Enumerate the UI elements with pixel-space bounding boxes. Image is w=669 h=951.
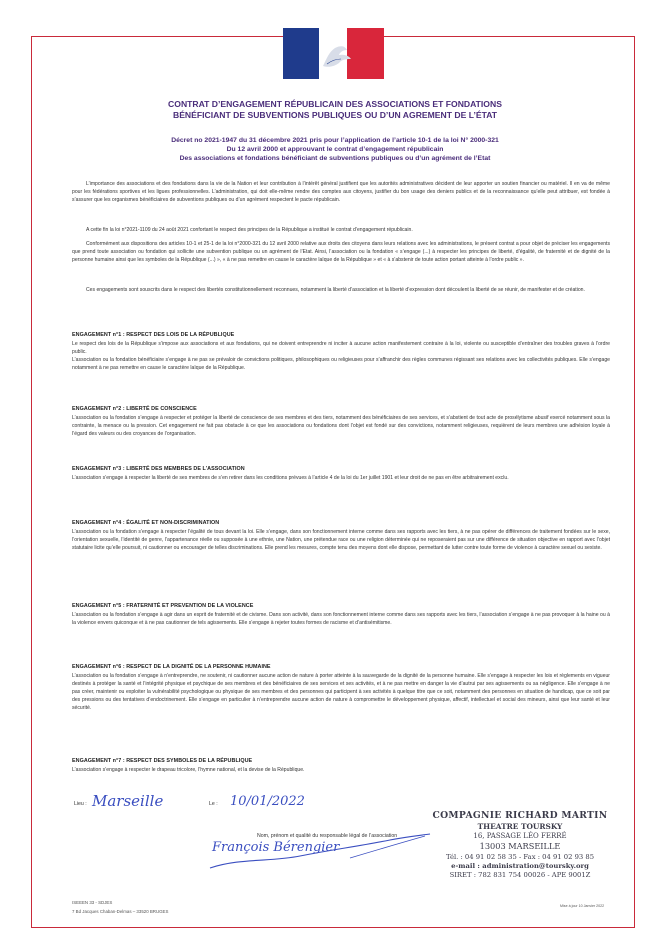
document-title-line2: BÉNÉFICIANT DE SUBVENTIONS PUBLIQUES OU D’UN AGREMENT DE L’ÉTAT [172,110,498,120]
republique-francaise-logo [283,28,384,79]
engagement-6-heading: ENGAGEMENT n°6 : RESPECT DE LA DIGNITÉ DE LA PERSONNE HUMAINE [72,664,271,670]
stamp-street: 16, PASSAGE LÉO FERRÉ [473,832,567,840]
engagement-1-body: Le respect des lois de la République s’impose aux associations et aux fondations, qui ne doivent entreprendre ni inciter à aucune action manifestement contraire à la loi, violente ou susceptible d’entraîner des troubles graves à l’ordre public. [72,341,610,355]
decree-line2: Du 12 avril 2000 et approuvant le contrat d’engagement républicain [226,146,444,153]
intro-paragraph-3: Conformément aux dispositions des articles 10-1 et 25-1 de la loi n°2000-321 du 12 avril 2000 relative aux droits des citoyens dans leurs relations avec les administrations, le présent contrat a pour objet de préciser les engagements que prend toute association ou fondation qui sollicite une subvention publique ou un agrément de l’Etat. Ainsi, l’association ou la fondation « s’engage (...) à respecter les principes de liberté, d’égalité, de fraternité et de dignité de la personne humaine ainsi que les symboles de la République (...) », « à ne pas remettre en cause le caractère laïque de la République » et « à s’abstenir de toute action portant atteinte à l’ordre public ». [72,241,610,263]
engagement-5-heading: ENGAGEMENT n°5 : FRATERNITÉ ET PREVENTION DE LA VIOLENCE [72,603,254,609]
decree-line3: Des associations et fondations bénéficiant de subventions publiques ou d’un agrément de l’Etat [179,155,491,162]
intro-paragraph-4: Ces engagements sont souscrits dans le respect des libertés constitutionnellement reconnues, notamment la liberté d’association et la liberté d’expression dont découlent la liberté de se réunir, de manifester et de création. [86,287,585,293]
update-note: Mise à jour 10 Janvier 2022 [560,904,605,908]
engagement-7-heading: ENGAGEMENT n°7 : RESPECT DES SYMBOLES DE LA RÉPUBLIQUE [72,758,253,764]
engagement-4-heading: ENGAGEMENT n°4 : ÉGALITÉ ET NON-DISCRIMINATION [72,520,220,526]
engagement-2-heading: ENGAGEMENT n°2 : LIBERTÉ DE CONSCIENCE [72,406,197,412]
engagement-7-body: L’association s’engage à respecter le drapeau tricolore, l’hymne national, et la devise de la République. [72,767,305,773]
responsible-label: Nom, prénom et qualité du responsable légal de l’association [257,833,398,839]
engagement-5-body: L’association ou la fondation s’engage à agir dans un esprit de fraternité et de civisme. Dans son activité, dans son fonctionnement interne comme dans ses rapports avec les tiers, l’association s’engage à ne pas provoquer à la haine ou à la violence envers quiconque et à ne pas cautionner de tels agissements. Elle s’engage à rejeter toutes formes de racisme et d’antisémitisme. [72,612,610,626]
engagement-2-body: L’association ou la fondation s’engage à respecter et protéger la liberté de conscience de ses membres et des tiers, notamment des bénéficiaires de ses services, et s’abstient de tout acte de prosélytisme abusif exercé notamment sous la contrainte, la menace ou la pression. Cet engagement ne fait pas obstacle à ce que les associations ou fondations dont l’objet est fondé sur des convictions, notamment religieuses, requièrent de leurs membres une adhésion loyale à l’égard des valeurs ou des croyances de l’organisation. [72,415,610,437]
engagement-1-body-2: L’association ou la fondation bénéficiaire s’engage à ne pas se prévaloir de convictions politiques, philosophiques ou religieuses pour s’affranchir des règles communes régissant ses relations avec les collectivités publiques. Elle s’engage notamment à ne pas remettre en cause le caractère laïque de la République. [72,357,610,371]
engagement-1-heading: ENGAGEMENT n°1 : RESPECT DES LOIS DE LA RÉPUBLIQUE [72,332,235,338]
stamp-email: e-mail : administration@toursky.org [451,862,589,870]
signature-scribble [200,828,440,878]
engagement-4-body: L’association ou la fondation s’engage à respecter l’égalité de tous devant la loi. Elle s’engage, dans son fonctionnement interne comme dans ses rapports avec les tiers, à ne pas opérer de différences de traitement fondées sur le sexe, l’orientation sexuelle, l’identité de genre, l’appartenance réelle ou supposée à une ethnie, une Nation, une prétendue race ou une religion déterminée qui ne reposeraient pas sur une différence de situation objective en rapport avec l’objet statutaire licite qu’elle poursuit, ni cautionner ou encourager de telles discriminations. Elle prend les mesures, compte tenu des moyens dont elle dispose, permettant de lutter contre toute forme de violence à caractère sexuel ou sexiste. [72,529,610,551]
stamp-siret: SIRET : 782 831 754 00026 - APE 9001Z [449,871,591,879]
stamp-phone: Tél. : 04 91 02 58 35 - Fax : 04 91 02 93 85 [445,853,595,861]
engagement-3-heading: ENGAGEMENT n°3 : LIBERTÉ DES MEMBRES DE L’ASSOCIATION [72,466,245,472]
date-label: Le : [209,801,218,807]
stamp-theatre-name: THEATRE TOURSKY [477,822,563,831]
engagement-6-body: L’association ou la fondation s’engage à n’entreprendre, ne soutenir, ni cautionner aucune action de nature à porter atteinte à la sauvegarde de la dignité de la personne humaine. Elle s’engage à respecter les lois et règlements en vigueur destinés à protéger la santé et l’intégrité physique et psychique de ses membres et des bénéficiaires de ses services et ses activités, et à ne pas mettre en danger la vie d’autrui par ses agissements ou sa négligence. Elle s’engage à ne pas créer, maintenir ou exploiter la vulnérabilité psychologique ou physique de ses membres et des personnes qui participent à ses activités à quelque titre que ce soit, notamment des personnes en situation de handicap, que ce soit par des pressions ou des tentatives d’endoctrinement. Elle s’engage en particulier à n’entreprendre aucune action de nature à compromettre le développement physique, affectif, intellectuel et social des mineurs, ainsi que leur santé et leur sécurité. [72,673,610,711]
intro-paragraph-2: A cette fin la loi n°2021-1109 du 24 août 2021 confortant le respect des principes de la République a institué le contrat d’engagement républicain. [86,227,413,233]
lieu-label: Lieu : [74,801,87,807]
lieu-handwritten: Marseille [92,792,164,810]
date-handwritten: 10/01/2022 [230,794,305,809]
document-title-line1: CONTRAT D’ENGAGEMENT RÉPUBLICAIN DES ASSOCIATIONS ET FONDATIONS [168,99,502,109]
engagement-3-body: L’association s’engage à respecter la liberté de ses membres de s’en retirer dans les conditions prévues à l’article 4 de la loi du 1er juillet 1901 et leur droit de ne pas en être arbitrairement exclu. [72,475,509,481]
footer-line2: 7 Bd Jacques Chaban-Delmas – 33520 BRUGES [72,909,169,914]
stamp-city: 13003 MARSEILLE [479,841,561,851]
footer-line1: ISEEEN 33 - SDJES [72,900,113,905]
signer-name-handwritten: François Bérengier [212,840,340,855]
company-stamp [420,810,620,879]
stamp-company-name: COMPAGNIE RICHARD MARTIN [432,810,608,821]
intro-paragraph-1: L’importance des associations et des fondations dans la vie de la Nation et leur contribution à l’intérêt général justifient que les autorités administratives décident de leur apporter un soutien financier ou matériel. Il en va de même pour les fédérations sportives et les ligues professionnelles. L’administration, qui doit elle-même rendre des comptes aux citoyens, justifier du bon usage des deniers publics et de la reconnaissance qu’elle peut attribuer, est fondée à s’assurer que les organismes bénéficiaires de subventions publiques ou d’un agrément respectent le pacte républicain. [72,181,610,203]
decree-line1: Décret no 2021-1947 du 31 décembre 2021 pris pour l’application de l’article 10-1 de la loi N° 2000-321 [171,137,499,144]
